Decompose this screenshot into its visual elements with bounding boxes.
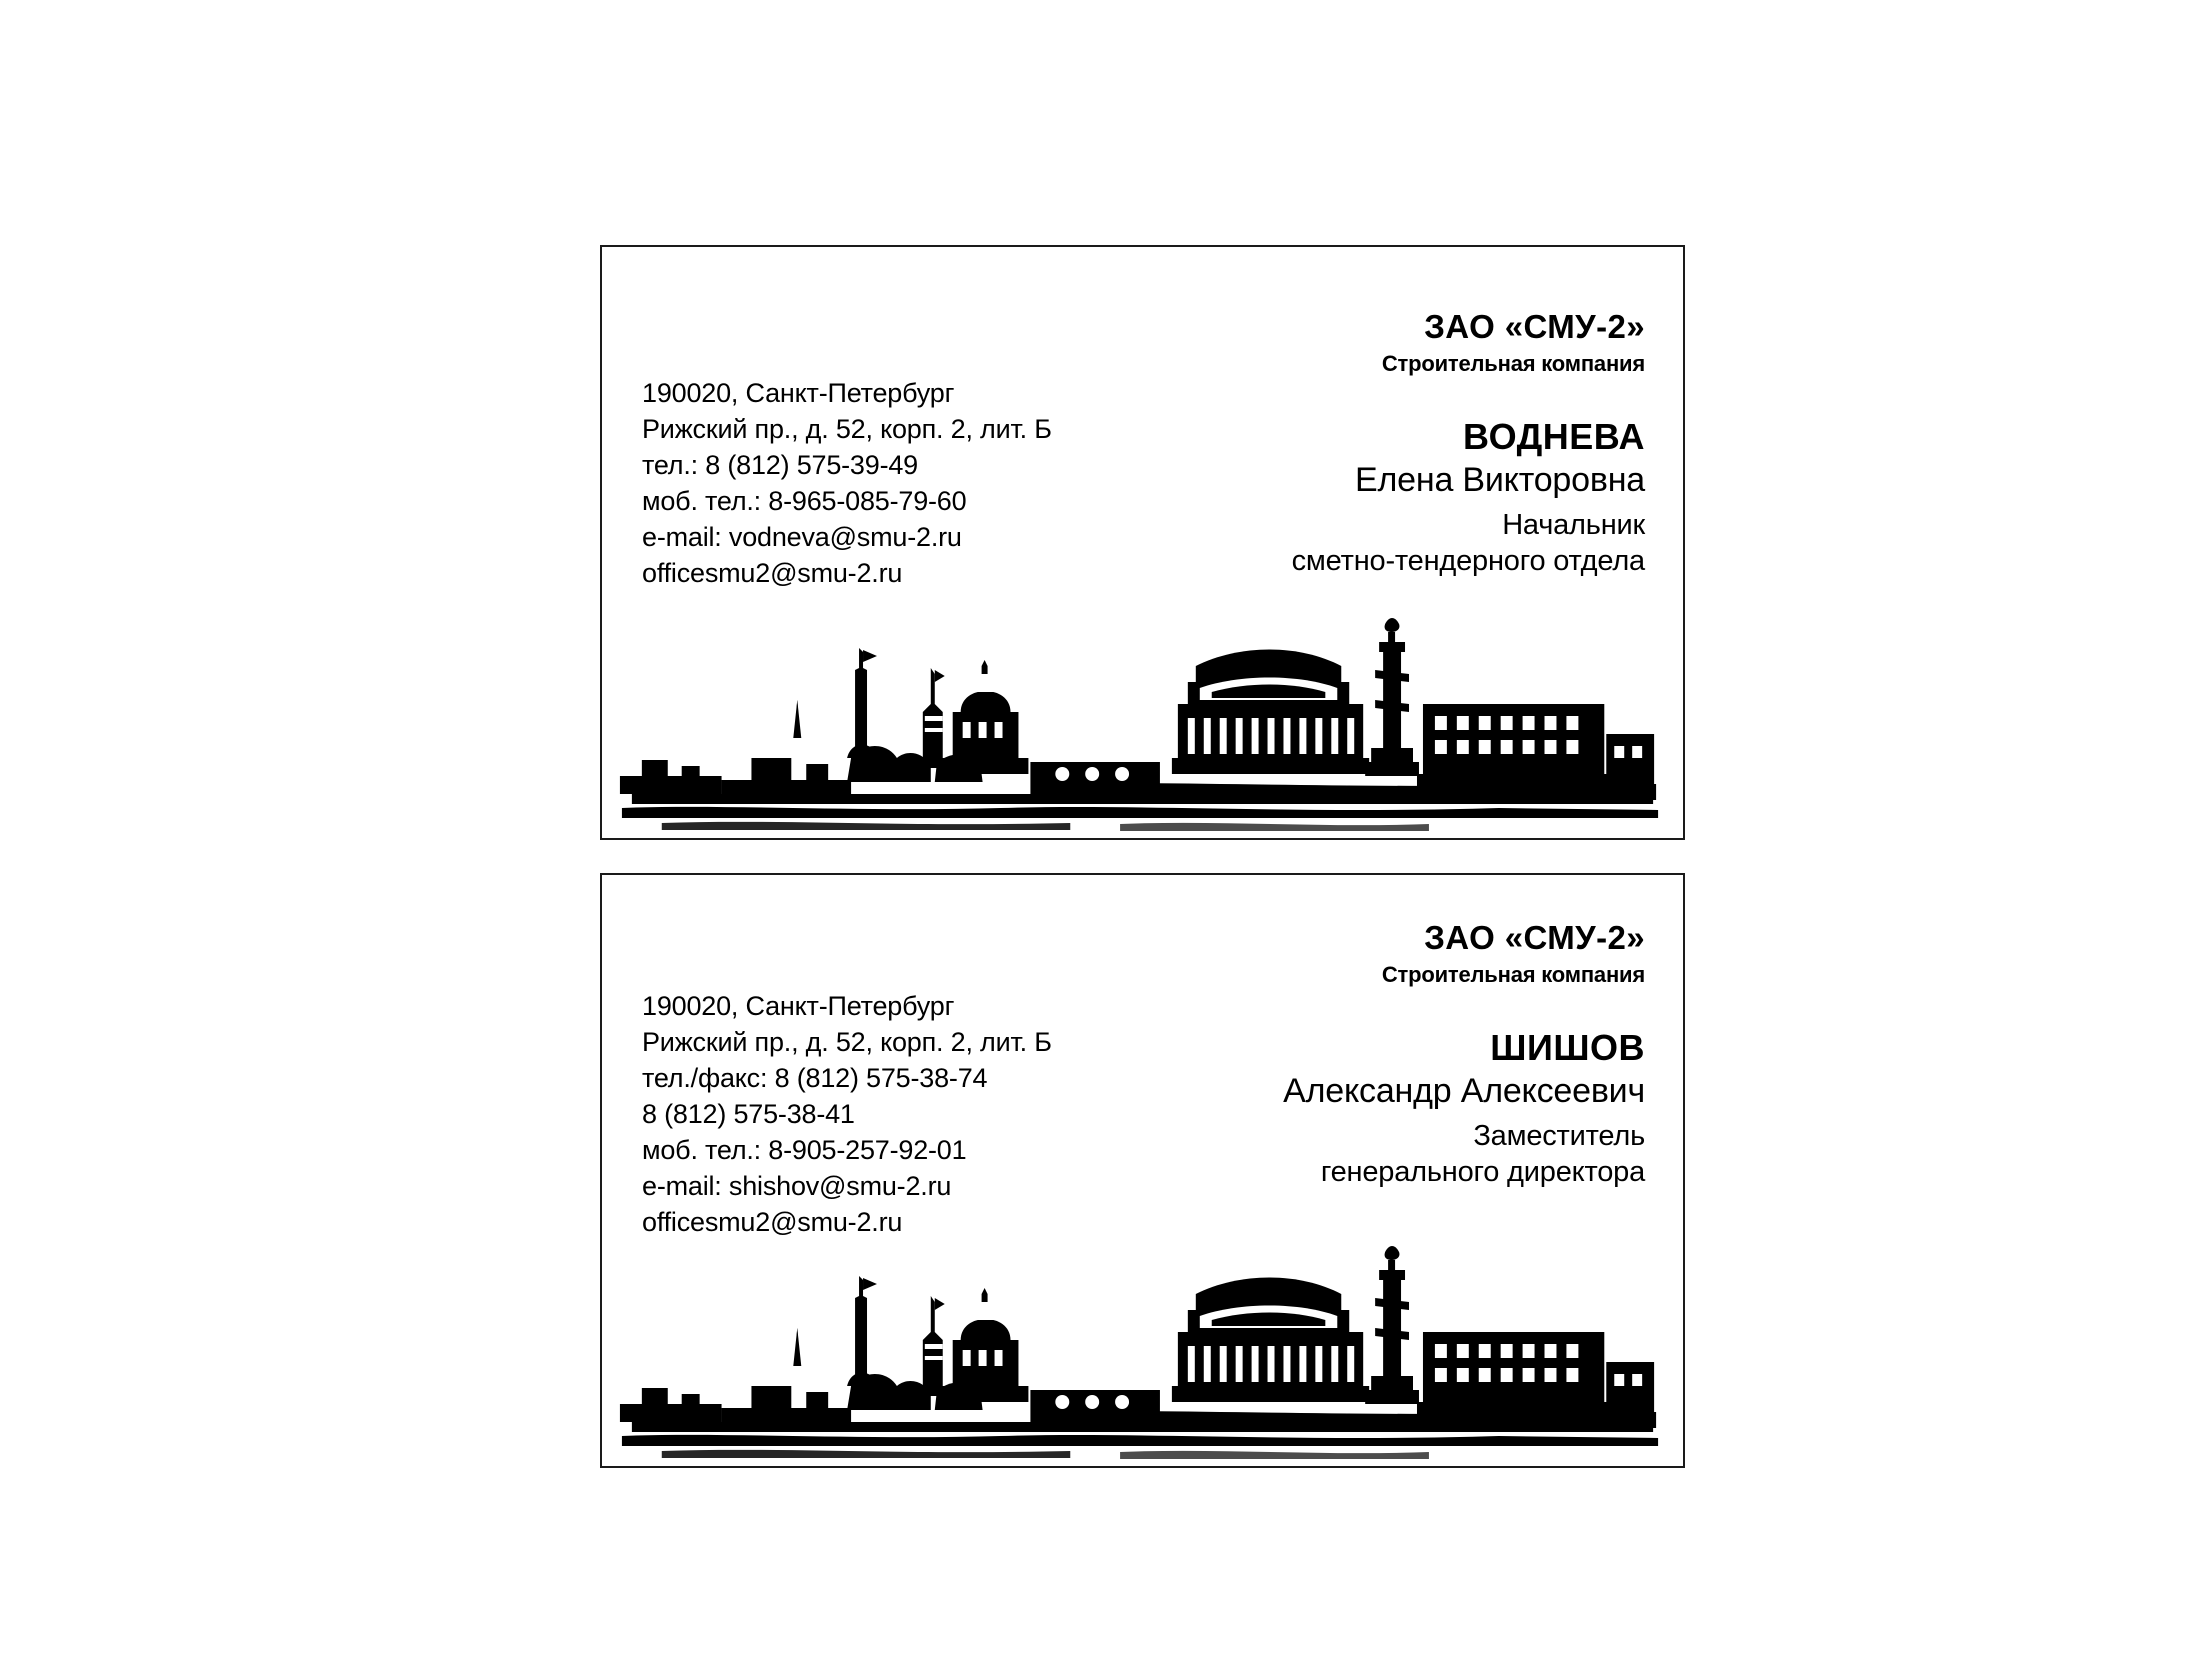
person-title-line-2: сметно-тендерного отдела <box>1291 545 1645 577</box>
identity-block <box>1292 307 1645 579</box>
business-card-shishov <box>600 873 1685 1468</box>
company-name: ЗАО «СМУ-2» <box>1424 919 1645 956</box>
company-subtitle: Строительная компания <box>1381 351 1645 376</box>
contact-line-mobile: моб. тел.: 8-905-257-92-01 <box>642 1135 967 1165</box>
person-surname: ВОДНЕВА <box>1463 416 1645 457</box>
contact-line-address-postal: 190020, Санкт-Петербург <box>642 991 955 1021</box>
contact-line-address-street: Рижский пр., д. 52, корп. 2, лит. Б <box>642 414 1052 444</box>
saint-petersburg-skyline-illustration <box>602 1236 1683 1466</box>
identity-block <box>1283 918 1645 1190</box>
person-given-name: Александр Алексеевич <box>1283 1072 1645 1110</box>
contact-line-address-street: Рижский пр., д. 52, корп. 2, лит. Б <box>642 1027 1052 1057</box>
saint-petersburg-skyline-illustration <box>602 608 1683 838</box>
contact-line-mobile: моб. тел.: 8-965-085-79-60 <box>642 486 967 516</box>
contact-block <box>642 375 1052 591</box>
contact-line-email-office: officesmu2@smu-2.ru <box>642 1207 903 1237</box>
person-title-line-2: генерального директора <box>1320 1156 1645 1188</box>
contact-line-phone: тел.: 8 (812) 575-39-49 <box>642 450 918 480</box>
contact-block <box>642 988 1052 1240</box>
contact-line-phone-fax: тел./факс: 8 (812) 575-38-74 <box>642 1063 988 1093</box>
person-title-line-1: Начальник <box>1502 509 1645 541</box>
business-card-voodneva <box>600 245 1685 840</box>
person-title-line-1: Заместитель <box>1473 1120 1645 1152</box>
contact-line-phone-second: 8 (812) 575-38-41 <box>642 1099 855 1129</box>
contact-line-email-office: officesmu2@smu-2.ru <box>642 558 903 588</box>
person-surname: ШИШОВ <box>1490 1027 1645 1068</box>
contact-line-email: e-mail: vodneva@smu-2.ru <box>642 522 962 552</box>
company-subtitle: Строительная компания <box>1381 962 1645 987</box>
person-given-name: Елена Викторовна <box>1355 461 1645 499</box>
contact-line-address-postal: 190020, Санкт-Петербург <box>642 378 955 408</box>
company-name: ЗАО «СМУ-2» <box>1424 308 1645 345</box>
contact-line-email: e-mail: shishov@smu-2.ru <box>642 1171 952 1201</box>
